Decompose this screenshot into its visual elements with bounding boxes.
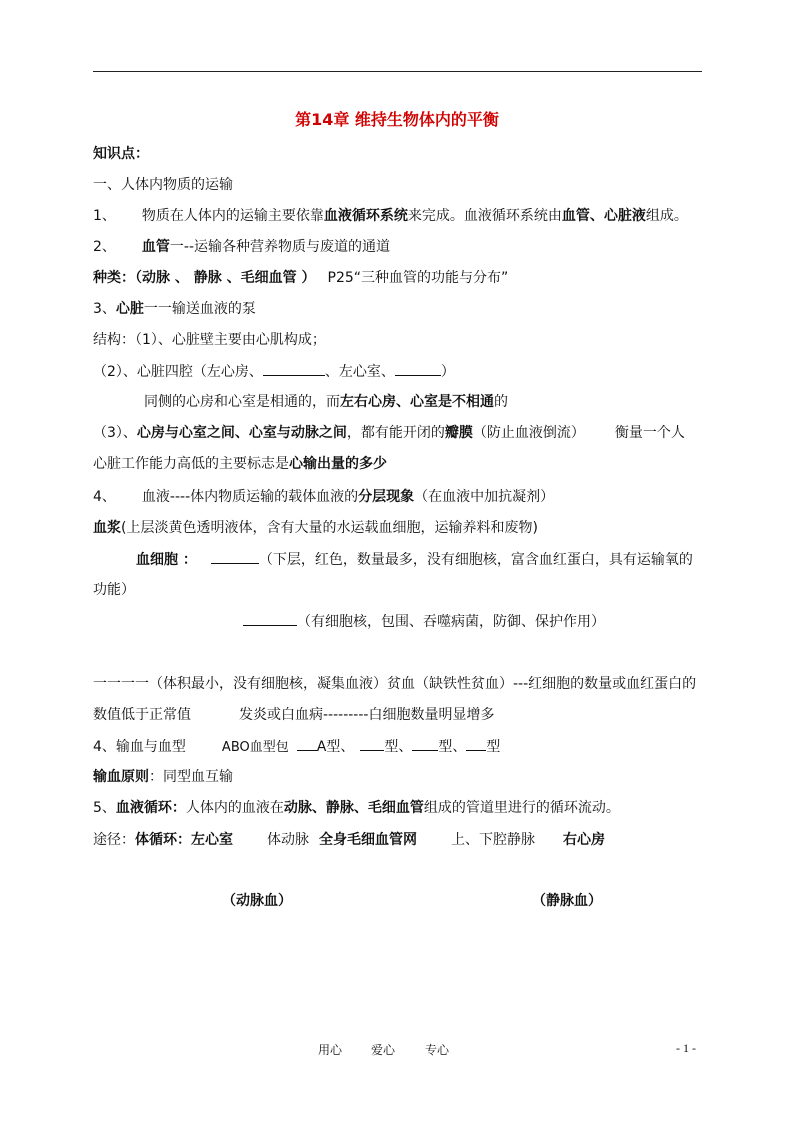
arterial-blood-label: （动脉血） (222, 893, 292, 909)
keyword: 血细胞 ： (136, 552, 197, 568)
footer-aixin: 爱心 (371, 1043, 396, 1057)
line-8 (93, 423, 685, 443)
text: ，都有能开闭的 (346, 425, 445, 441)
text: 同侧的心房和心室是相通的，而 (144, 394, 340, 410)
text: A型、 (316, 739, 355, 755)
text: 的 (494, 394, 508, 410)
blank (466, 736, 486, 751)
footer-yongxin: 用心 (318, 1043, 343, 1057)
text: 人体内的血液在 (185, 800, 284, 816)
text: 、左心室、 (324, 364, 395, 380)
item-number: 1、 (93, 208, 116, 224)
line-18 (93, 767, 233, 787)
keyword: 左右心房、心室是不相通 (340, 394, 494, 410)
line-6 (93, 361, 455, 382)
keyword: 血液循环系统 (323, 208, 408, 224)
line-2 (93, 237, 390, 257)
section-head: 知识点： (93, 146, 149, 162)
text: （2）、心脏四腔（左心房、 (93, 364, 263, 380)
text: 心脏工作能力高低的主要标志是 (93, 456, 289, 472)
keyword: 体循环：左心室 (135, 832, 233, 848)
venous-blood-label: （静脉血） (532, 893, 602, 909)
line-3 (93, 268, 508, 288)
footer-zhuanxin: 专心 (425, 1043, 450, 1057)
text: 型、 (384, 739, 413, 755)
text: 体动脉 (267, 832, 309, 848)
header-rule (93, 71, 702, 72)
line-15: 一一一一（体积最小，没有细胞核，凝集血液）贫血（缺铁性贫血）---红细胞的数量或血红蛋白的 (93, 676, 697, 692)
line-14 (243, 611, 605, 632)
item-number: 4、 (93, 489, 116, 505)
keyword: 全身毛细血管网 (319, 832, 417, 848)
text: 4、输血与血型 (93, 739, 186, 755)
text: 上、下腔静脉 (451, 832, 535, 848)
keyword: 右心房 (563, 832, 605, 848)
text: 发炎或白血病---------白细胞数量明显增多 (239, 707, 495, 723)
text: ABO血型包 (221, 740, 289, 755)
text: (上层淡黄色透明液体，含有大量的水运载血细胞，运输养料和废物) (121, 520, 538, 536)
text: 来完成。血液循环系统由 (407, 208, 562, 224)
keyword: 心房与心室之间、心室与动脉之间 (136, 425, 347, 441)
blank (211, 549, 259, 564)
text: （有细胞核，包围、吞噬病菌，防御、保护作用） (297, 614, 605, 630)
keyword: 动脉、静脉、毛细血管 (283, 800, 424, 816)
page-ref: P25“三种血管的功能与分布” (327, 270, 509, 286)
text: 组成。 (645, 208, 688, 224)
line-1 (93, 206, 688, 226)
line-4 (93, 299, 256, 319)
text: 组成的管道里进行的循环流动。 (423, 800, 620, 816)
blank (412, 736, 438, 751)
vessel-types: 种类：（动脉 、 静脉 、毛细血管 ） (93, 270, 316, 286)
keyword: 瓣膜 (444, 425, 473, 441)
line-7 (144, 392, 508, 412)
line-20 (93, 830, 605, 850)
keyword: 分层现象 (358, 489, 415, 505)
page-title: 第14章 维持生物体内的平衡 (295, 110, 499, 129)
text: 一一输送血液的泵 (143, 301, 256, 317)
text: 衡量一个人 (614, 425, 685, 441)
text: 物质在人体内的运输主要依靠 (141, 208, 324, 224)
text: 型、 (438, 739, 467, 755)
line-5: 结构：（1）、心脏壁主要由心肌构成； (93, 332, 326, 348)
page-number: - 1 - (676, 1041, 696, 1055)
item-number: 3、 (93, 301, 116, 317)
text: 一--运输各种营养物质与废道的通道 (169, 239, 391, 255)
keyword: 血液循环： (115, 800, 186, 816)
keyword: 心输出量的多少 (289, 456, 387, 472)
line-16 (93, 705, 494, 725)
blank (360, 736, 384, 751)
text: 型 (486, 739, 501, 755)
line-17 (93, 736, 500, 758)
line-13: 功能） (93, 582, 135, 598)
text: （3）、 (93, 425, 137, 441)
text: （下层，红色，数量最多，没有细胞核，富含血红蛋白，具有运输氧的 (258, 552, 693, 568)
text: ） (440, 364, 455, 380)
item-number: 5、 (93, 800, 116, 816)
text: 途径： (93, 832, 135, 848)
keyword: 血管 (141, 239, 170, 255)
line-11 (93, 518, 538, 538)
line-10 (93, 487, 554, 507)
line-9 (93, 454, 387, 474)
text: ：同型血互输 (149, 769, 233, 785)
blank (395, 361, 441, 376)
keyword: 血管、心脏液 (561, 208, 646, 224)
keyword: 心脏 (115, 301, 144, 317)
item-number: 2、 (93, 239, 116, 255)
blank (263, 361, 325, 376)
blank (243, 611, 297, 626)
text: （防止血液倒流） (472, 425, 585, 441)
line-12 (136, 549, 693, 570)
heading-transport: 一、人体内物质的运输 (93, 177, 233, 193)
keyword: 血浆 (93, 520, 121, 536)
text: 血液----体内物质运输的载体血液的 (141, 489, 359, 505)
line-19 (93, 798, 620, 818)
text: 数值低于正常值 (93, 707, 191, 723)
keyword: 输血原则 (93, 769, 149, 785)
blank (297, 736, 317, 751)
text: （在血液中加抗凝剂） (414, 489, 555, 505)
